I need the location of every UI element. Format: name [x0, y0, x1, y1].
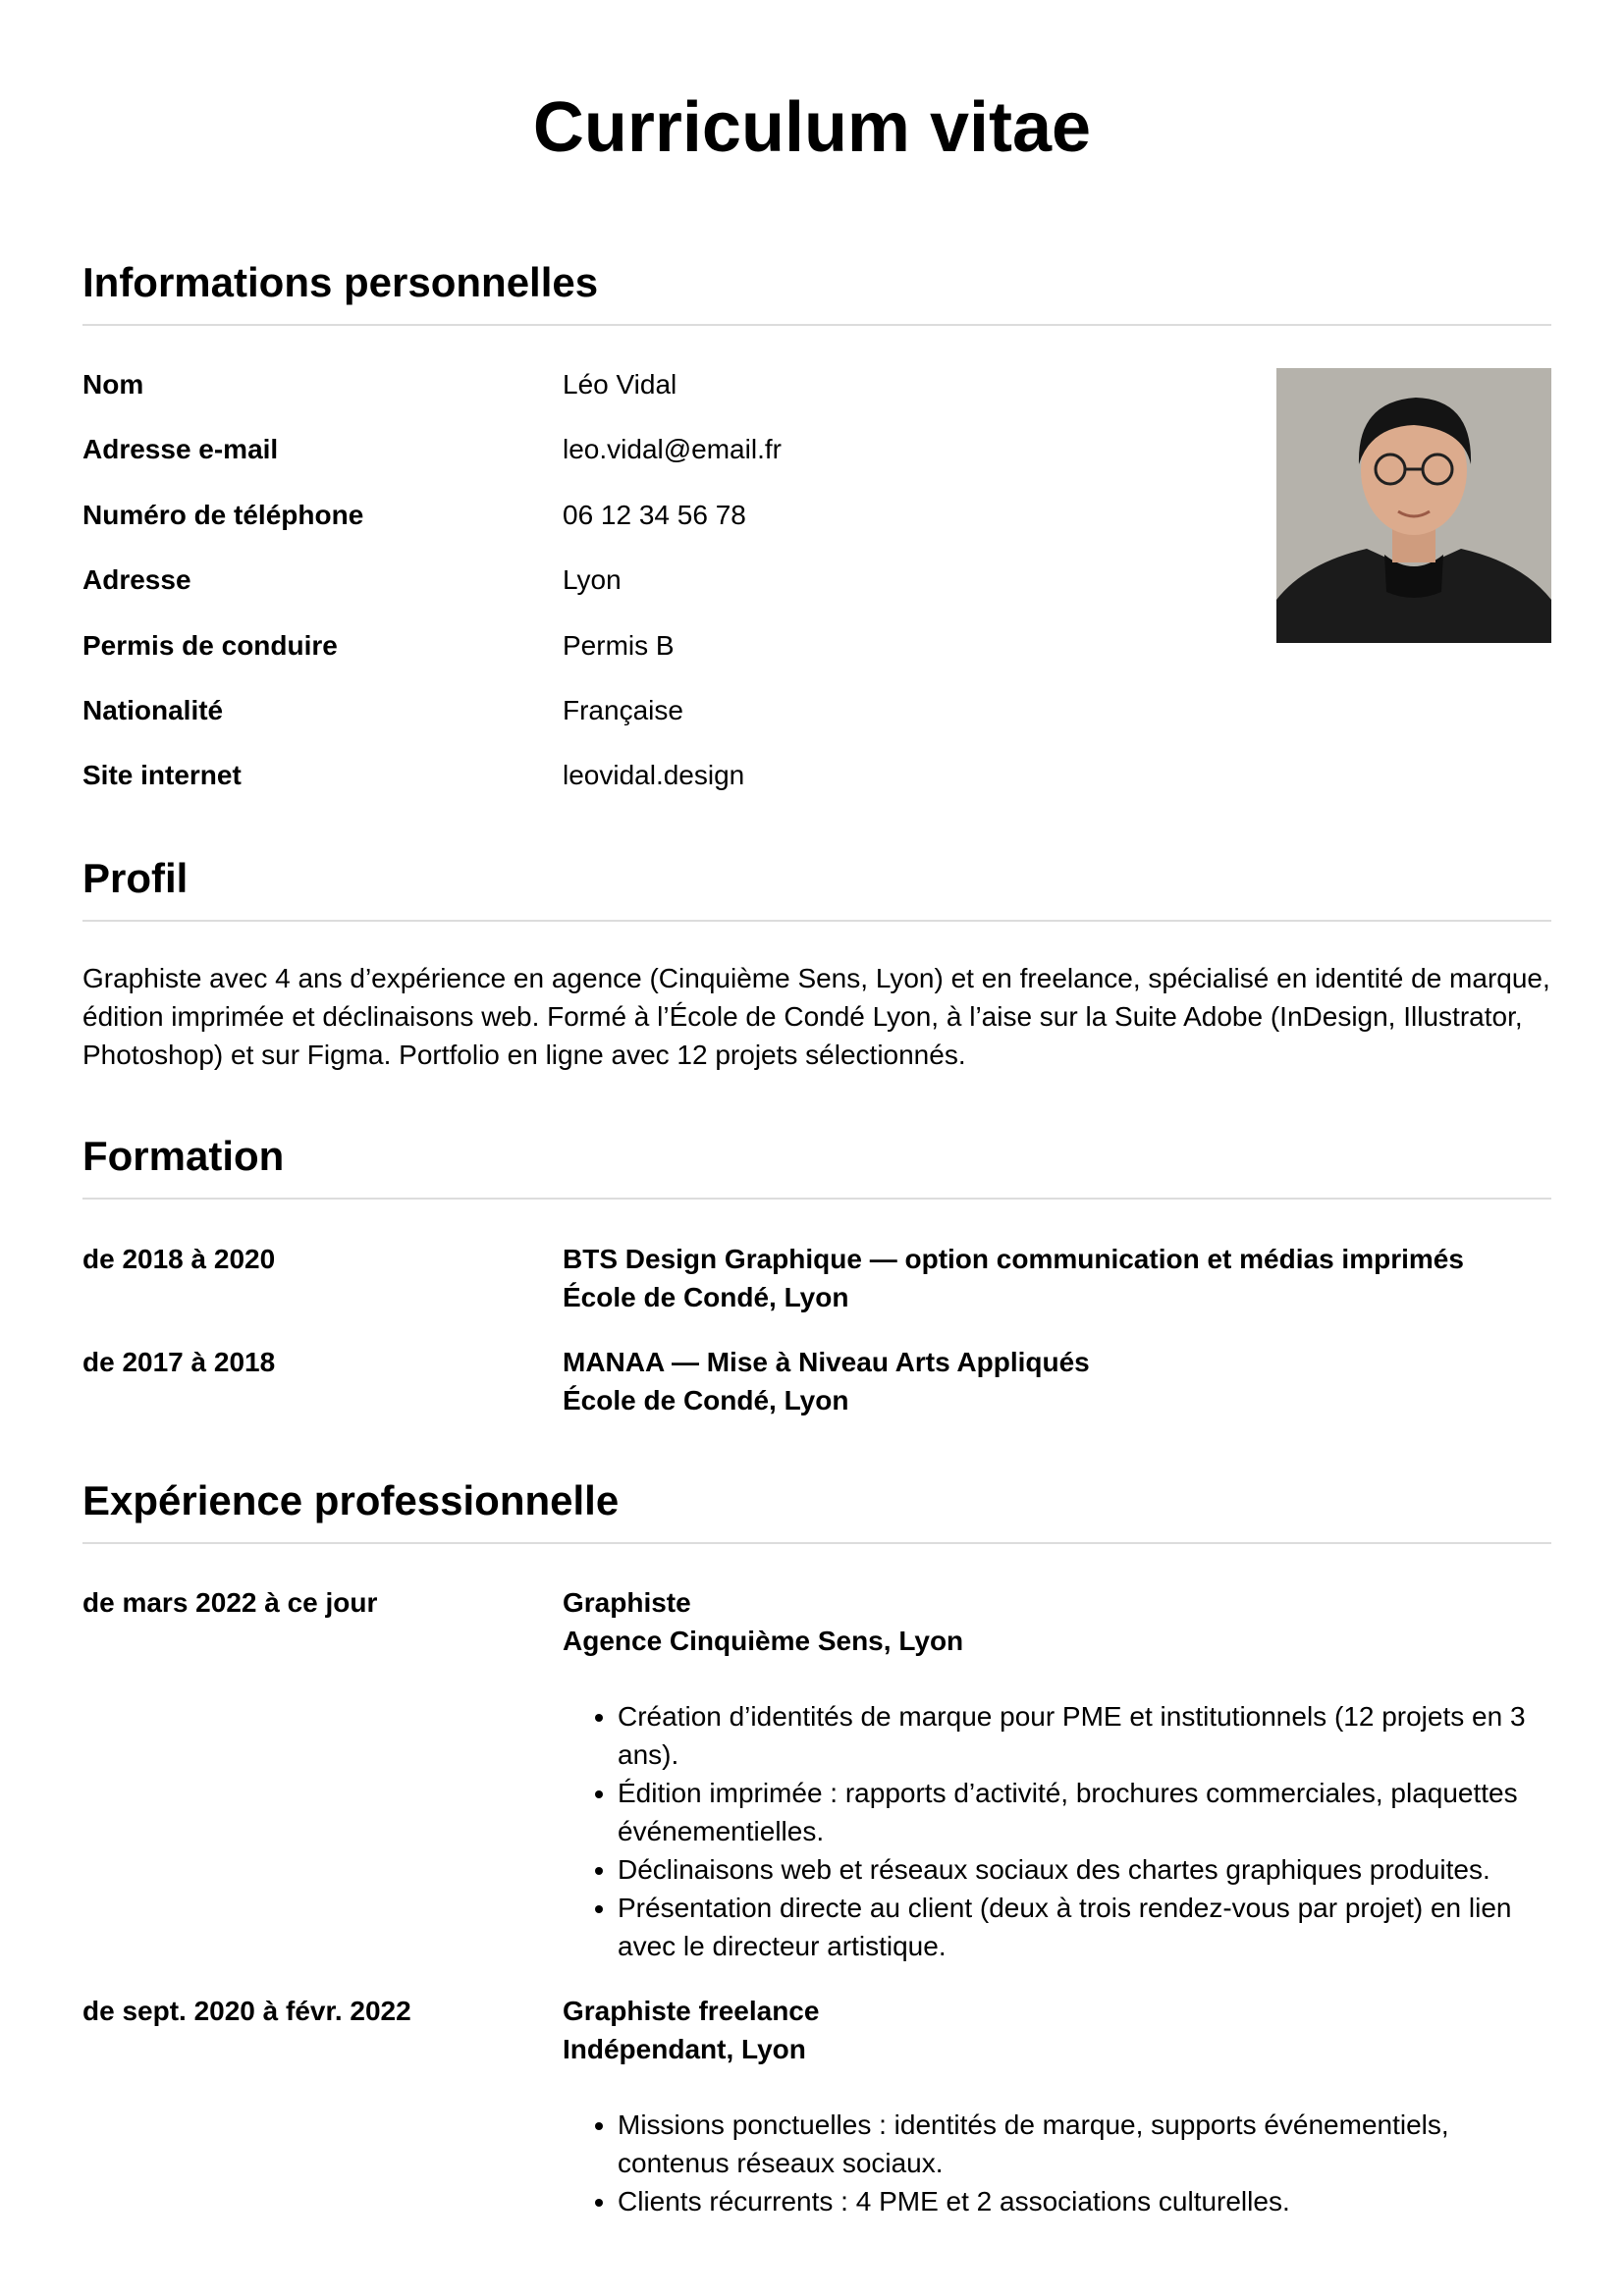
entry-date: de sept. 2020 à févr. 2022 [82, 1996, 411, 2026]
profile-section [82, 853, 1551, 1074]
entry-title: BTS Design Graphique — option communication et médias imprimés [563, 1244, 1464, 1274]
entry-title: Graphiste [563, 1587, 691, 1618]
task-item: • Édition imprimée : rapports d’activité, brochures commerciales, plaquettes événementielles. [618, 1774, 1551, 1850]
info-label: Adresse e-mail [82, 434, 279, 465]
task-item: • Clients récurrents : 4 PME et 2 associations culturelles. [618, 2182, 1551, 2220]
experience-entry [82, 1992, 1551, 2220]
info-value: leo.vidal@email.fr [563, 434, 782, 465]
section-heading-personal-info: Informations personnelles [82, 257, 1551, 326]
profile-text: Graphiste avec 4 ans d’expérience en agence (Cinquième Sens, Lyon) et en freelance, spécialisé en identité de marque, édition imprimée et déclinaisons web. Formé à l’École de Condé Lyon, à l’aise sur la Suite Adobe (InDesign, Illustrator, Photoshop) et sur Figma. Portfolio en ligne avec 12 projets sélectionnés. [82, 963, 1550, 1070]
info-value: Lyon [563, 564, 622, 596]
task-item: • Présentation directe au client (deux à trois rendez-vous par projet) en lien avec le directeur artistique. [618, 1889, 1551, 1965]
education-entry [82, 1240, 1551, 1316]
info-label: Nationalité [82, 694, 224, 725]
info-label: Permis de conduire [82, 629, 338, 661]
info-value: Permis B [563, 629, 675, 661]
task-item: • Missions ponctuelles : identités de marque, supports événementiels, contenus réseaux sociaux. [618, 2106, 1551, 2182]
entry-date: de 2017 à 2018 [82, 1347, 276, 1377]
task-list [563, 2106, 1551, 2220]
entry-title: Graphiste freelance [563, 1996, 820, 2026]
entry-date: de mars 2022 à ce jour [82, 1587, 378, 1618]
entry-date: de 2018 à 2020 [82, 1244, 276, 1274]
page-title: Curriculum vitae [532, 88, 1092, 167]
section-heading-education: Formation [82, 1131, 1551, 1200]
info-label: Nom [82, 369, 144, 400]
entry-organization: École de Condé, Lyon [563, 1282, 849, 1312]
entry-organization: Agence Cinquième Sens, Lyon [563, 1626, 964, 1656]
info-label: Numéro de téléphone [82, 499, 364, 530]
education-section [82, 1131, 1551, 1419]
info-value: leovidal.design [563, 760, 745, 791]
info-row-website [82, 757, 1551, 822]
section-heading-profile: Profil [82, 853, 1551, 922]
task-item: • Création d’identités de marque pour PME et institutionnels (12 projets en 3 ans). [618, 1697, 1551, 1774]
education-entry [82, 1343, 1551, 1419]
info-label: Adresse [82, 564, 191, 596]
info-value: Léo Vidal [563, 369, 677, 400]
experience-entry [82, 1583, 1551, 1965]
task-item: • Déclinaisons web et réseaux sociaux des chartes graphiques produites. [618, 1850, 1551, 1889]
section-heading-experience: Expérience professionnelle [82, 1475, 1551, 1544]
entry-organization: Indépendant, Lyon [563, 2034, 806, 2064]
entry-title: MANAA — Mise à Niveau Arts Appliqués [563, 1347, 1090, 1377]
profile-photo [1276, 368, 1551, 643]
info-value: 06 12 34 56 78 [563, 499, 746, 530]
experience-section [82, 1475, 1551, 2220]
info-label: Site internet [82, 760, 242, 791]
info-value: Française [563, 694, 683, 725]
entry-organization: École de Condé, Lyon [563, 1385, 849, 1415]
info-row-nationality [82, 692, 1551, 757]
task-list [563, 1697, 1551, 1965]
